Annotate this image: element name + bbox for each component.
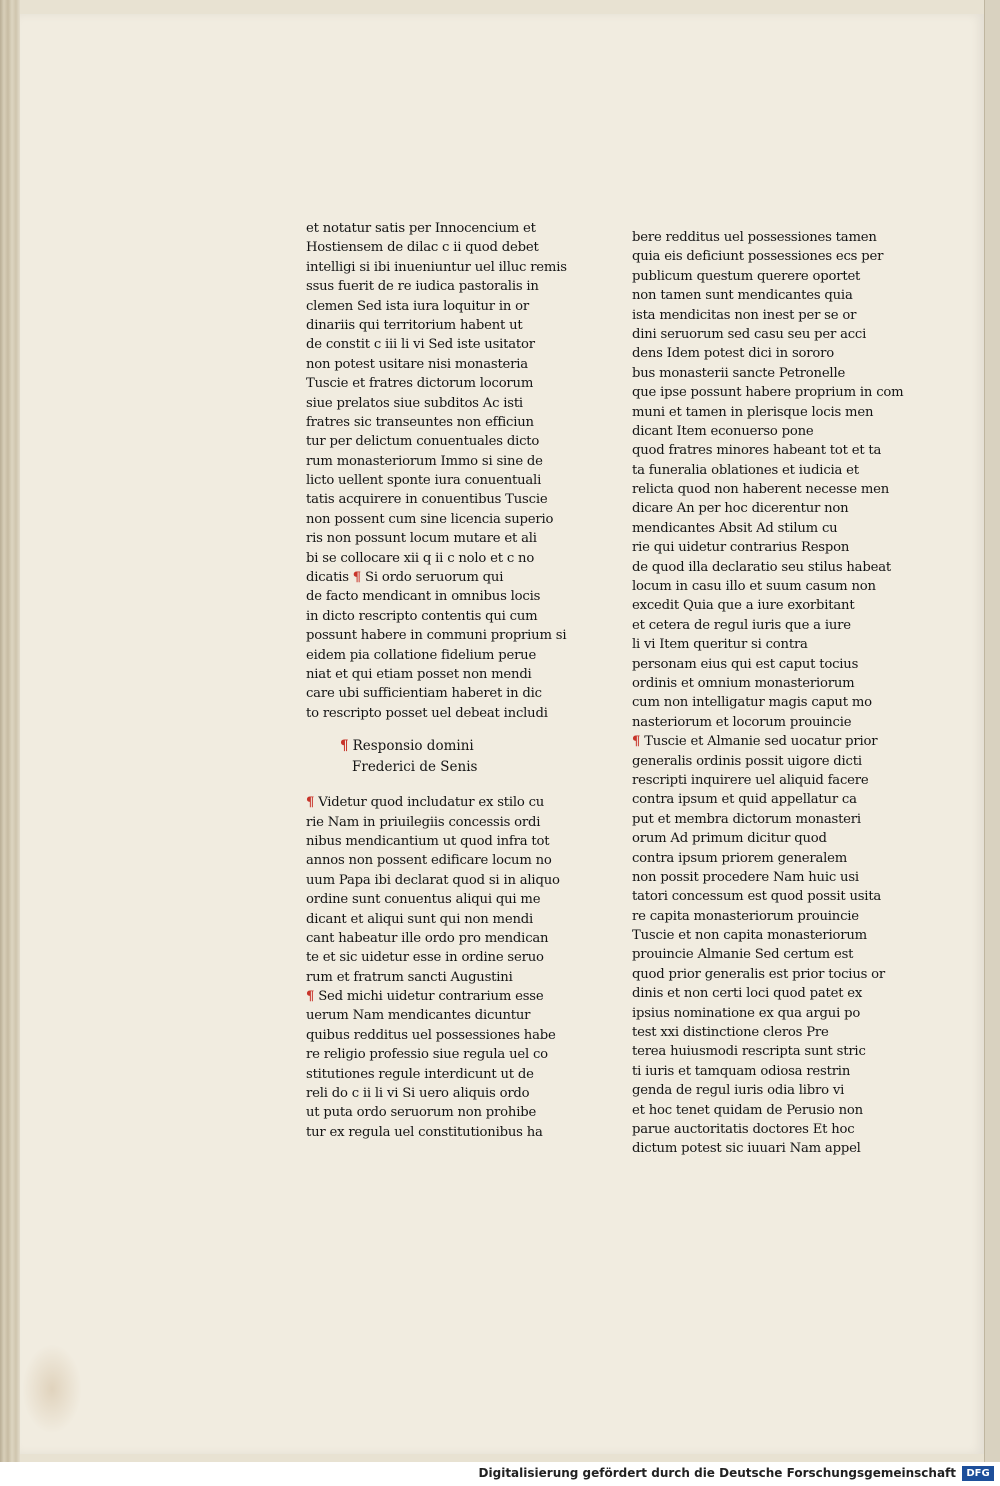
text-line: in dicto rescripto contentis qui cum — [306, 608, 538, 624]
text-line-with-rubric — [306, 987, 544, 1006]
text-line: rie qui uidetur contrarius Respon — [632, 540, 850, 556]
text-line-with-rubric — [306, 793, 545, 812]
text-line: dicare An per hoc dicerentur non — [632, 501, 849, 517]
rubric-paragraph-mark: ¶ — [340, 738, 349, 755]
text-line: Hostiensem de dilac c ii quod debet — [306, 240, 539, 256]
text-line: rescripti inquirere uel aliquid facere — [632, 772, 869, 788]
text-fragment: Videtur quod includatur ex stilo cu — [318, 795, 545, 811]
text-fragment: dicatis — [306, 570, 349, 586]
section-heading-line — [306, 758, 536, 779]
dfg-logo: DFG — [962, 1466, 994, 1481]
text-line: dicant Item econuerso pone — [632, 423, 814, 439]
text-line: dens Idem potest dici in sororo — [632, 346, 834, 362]
text-line: relicta quod non haberent necesse men — [632, 482, 890, 498]
text-line: muni et tamen in plerisque locis men — [632, 404, 874, 420]
text-line: li vi Item queritur si contra — [632, 637, 808, 653]
text-line: ordinis et omnium monasteriorum — [632, 675, 855, 691]
text-line: quibus redditus uel possessiones habe — [306, 1027, 556, 1043]
footer-bar — [0, 1462, 1000, 1486]
text-line: ti iuris et tamquam odiosa restrin — [632, 1063, 851, 1079]
text-line: possunt habere in communi proprium si — [306, 628, 567, 644]
text-line: dini seruorum sed casu seu per acci — [632, 326, 867, 342]
text-line: mendicantes Absit Ad stilum cu — [632, 520, 838, 536]
left-text-column — [306, 219, 567, 1142]
text-line: dicant et aliqui sunt qui non mendi — [306, 911, 534, 927]
paper-stain — [22, 1344, 82, 1434]
text-line: et cetera de regul iuris que a iure — [632, 617, 851, 633]
text-line: re religio professio siue regula uel co — [306, 1047, 548, 1063]
text-line: eidem pia collatione fidelium perue — [306, 647, 537, 663]
right-text-column — [632, 228, 904, 1159]
text-line: parue auctoritatis doctores Et hoc — [632, 1121, 855, 1137]
text-line: uerum Nam mendicantes dicuntur — [306, 1008, 531, 1024]
text-line: publicum questum querere oportet — [632, 268, 861, 284]
rubric-paragraph-mark: ¶ — [306, 795, 315, 811]
text-fragment: Si ordo seruorum qui — [365, 570, 504, 586]
text-line: rum monasteriorum Immo si sine de — [306, 453, 543, 469]
text-fragment: Tuscie et Almanie sed uocatur prior — [644, 734, 878, 750]
text-line: test xxi distinctione cleros Pre — [632, 1025, 829, 1041]
text-line: licto uellent sponte iura conuentuali — [306, 473, 542, 489]
text-line: ista mendicitas non inest per se or — [632, 307, 857, 323]
text-line: non potest usitare nisi monasteria — [306, 356, 528, 372]
text-line: generalis ordinis possit uigore dicti — [632, 753, 862, 769]
text-line-with-rubric — [632, 732, 876, 751]
text-line: care ubi sufficientiam haberet in dic — [306, 686, 542, 702]
text-line: siue prelatos siue subditos Ac isti — [306, 395, 523, 411]
spacer — [306, 723, 536, 737]
text-line: bi se collocare xii q ii c nolo et c no — [306, 550, 535, 566]
text-line-with-rubric — [306, 568, 536, 587]
text-line: nasteriorum et locorum prouincie — [632, 714, 852, 730]
text-line: niat et qui etiam posset non mendi — [306, 666, 532, 682]
text-line: dinis et non certi loci quod patet ex — [632, 986, 863, 1002]
text-line: clemen Sed ista iura loquitur in or — [306, 298, 530, 314]
text-line: bere redditus uel possessiones tamen — [632, 230, 877, 245]
text-line: Tuscie et non capita monasteriorum — [632, 928, 867, 944]
text-line: orum Ad primum dicitur quod — [632, 831, 827, 847]
text-line: intelligi si ibi inueniuntur uel illuc remis — [306, 259, 567, 275]
text-line: ut puta ordo seruorum non prohibe — [306, 1105, 537, 1121]
text-line: ordine sunt conuentus aliqui qui me — [306, 892, 541, 908]
text-line: personam eius qui est caput tocius — [632, 656, 859, 672]
heading-text: Responsio domini — [352, 738, 474, 755]
text-line: ris non possunt locum mutare et ali — [306, 531, 537, 547]
text-line: non possit procedere Nam huic usi — [632, 869, 859, 885]
text-line: excedit Quia que a iure exorbitant — [632, 598, 855, 614]
rubric-paragraph-mark: ¶ — [306, 989, 315, 1005]
text-line: quia eis deficiunt possessiones ecs per — [632, 249, 884, 265]
text-line: rum et fratrum sancti Augustini — [306, 969, 513, 985]
rubric-paragraph-mark: ¶ — [352, 570, 361, 586]
text-line: reli do c ii li vi Si uero aliquis ordo — [306, 1086, 530, 1102]
text-line: stitutiones regule interdicunt ut de — [306, 1066, 534, 1082]
text-line: dinariis qui territorium habent ut — [306, 317, 523, 333]
text-line: annos non possent edificare locum no — [306, 853, 552, 869]
text-fragment: Sed michi uidetur contrarium esse — [318, 989, 544, 1005]
text-line: tatori concessum est quod possit usita — [632, 889, 882, 905]
text-line: tur ex regula uel constitutionibus ha — [306, 1124, 543, 1140]
text-line: tur per delictum conuentuales dicto — [306, 434, 540, 450]
heading-text: Frederici de Senis — [352, 759, 478, 776]
text-line: non tamen sunt mendicantes quia — [632, 288, 853, 304]
text-line: ta funeralia oblationes et iudicia et — [632, 462, 859, 478]
text-line: cant habeatur ille ordo pro mendican — [306, 930, 549, 946]
text-line: contra ipsum priorem generalem — [632, 850, 848, 866]
text-line: fratres sic transeuntes non efficiun — [306, 414, 534, 430]
text-line: bus monasterii sancte Petronelle — [632, 365, 846, 381]
rubric-paragraph-mark: ¶ — [632, 734, 641, 750]
section-heading-line — [306, 737, 536, 758]
text-line: que ipse possunt habere proprium in com — [632, 385, 904, 401]
text-line: locum in casu illo et suum casum non — [632, 579, 876, 595]
text-line: prouincie Almanie Sed certum est — [632, 947, 854, 963]
text-line: Tuscie et fratres dictorum locorum — [306, 376, 534, 392]
text-line: de quod illa declaratio seu stilus habeat — [632, 559, 891, 575]
text-line: et notatur satis per Innocencium et — [306, 221, 536, 236]
text-line: terea huiusmodi rescripta sunt stric — [632, 1044, 866, 1060]
text-line: non possent cum sine licencia superio — [306, 511, 554, 527]
text-line: ipsius nominatione ex qua argui po — [632, 1005, 861, 1021]
text-line: ssus fuerit de re iudica pastoralis in — [306, 279, 539, 295]
text-line: te et sic uidetur esse in ordine seruo — [306, 950, 544, 966]
text-line: cum non intelligatur magis caput mo — [632, 695, 872, 711]
text-line: nibus mendicantium ut quod infra tot — [306, 833, 550, 849]
text-line: uum Papa ibi declarat quod si in aliquo — [306, 872, 560, 888]
text-line: genda de regul iuris odia libro vi — [632, 1083, 845, 1099]
text-line: dictum potest sic iuuari Nam appel — [632, 1141, 861, 1157]
text-line: de facto mendicant in omnibus locis — [306, 589, 541, 605]
text-line: re capita monasteriorum prouincie — [632, 908, 859, 924]
facing-page-sliver — [984, 0, 1000, 1462]
text-line: contra ipsum et quid appellatur ca — [632, 792, 857, 808]
text-line: quod fratres minores habeant tot et ta — [632, 443, 882, 459]
funding-notice: Digitalisierung gefördert durch die Deutsche Forschungsgemeinschaft — [478, 1466, 956, 1480]
text-line: de constit c iii li vi Sed iste usitator — [306, 337, 535, 353]
text-line: quod prior generalis est prior tocius or — [632, 966, 886, 982]
spacer — [306, 779, 536, 793]
book-page-edges — [0, 0, 20, 1462]
text-line: tatis acquirere in conuentibus Tuscie — [306, 492, 548, 508]
text-line: put et membra dictorum monasteri — [632, 811, 861, 827]
text-line: rie Nam in priuilegiis concessis ordi — [306, 814, 541, 830]
text-line: to rescripto posset uel debeat includi — [306, 705, 548, 721]
text-line: et hoc tenet quidam de Perusio non — [632, 1102, 863, 1118]
